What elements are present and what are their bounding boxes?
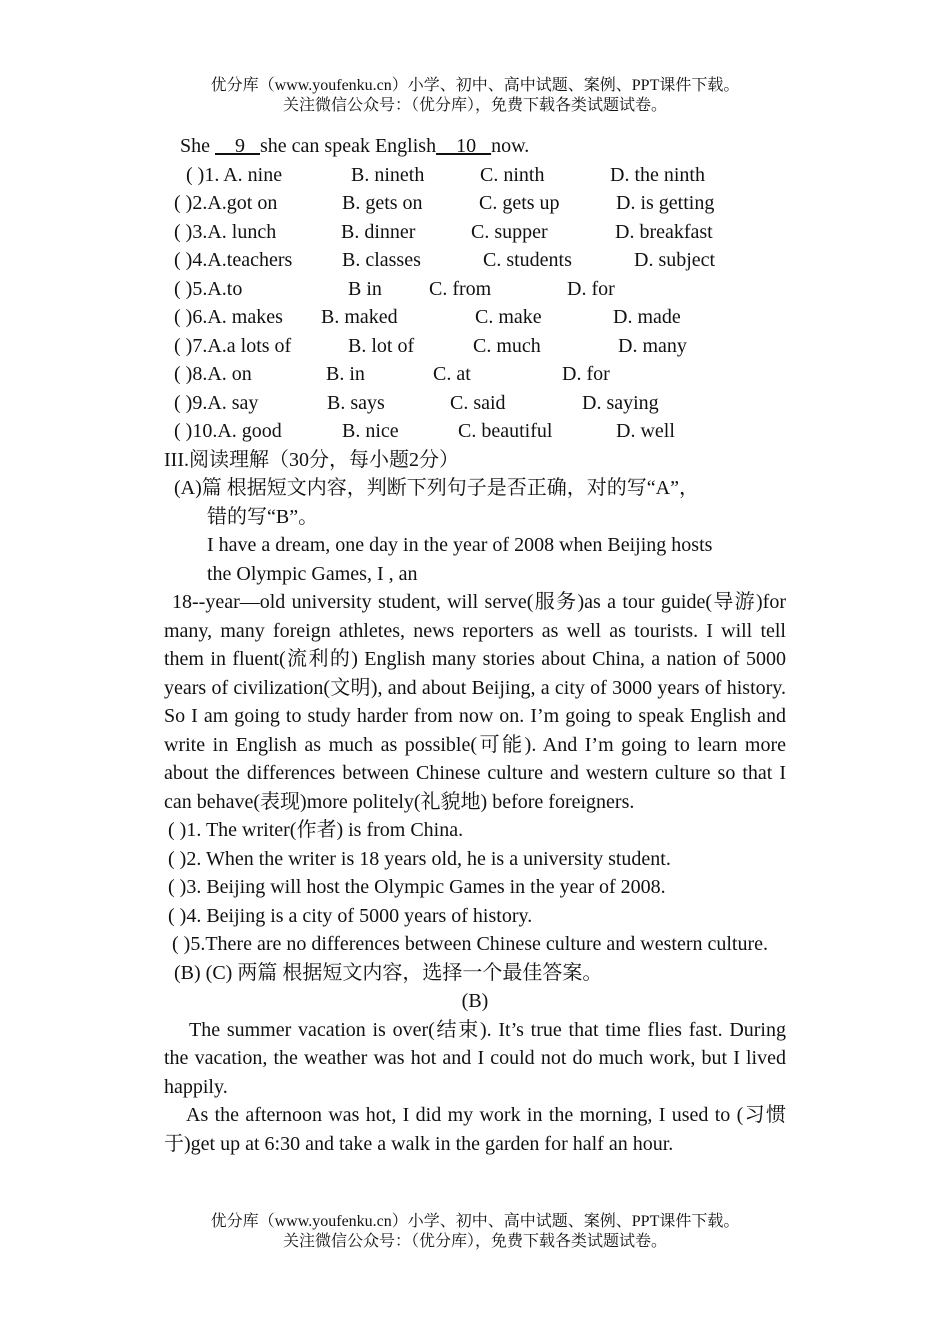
- option-d: D. made: [613, 306, 681, 328]
- cloze-question-2: [164, 189, 786, 218]
- passageA-opening: I have a dream, one day in the year of 2008 when Beijing hosts the Olympic Games, I , an: [207, 534, 713, 585]
- option-num: ( )1. A. nine: [186, 163, 283, 186]
- option-num: ( )3.A. lunch: [174, 220, 277, 243]
- option-d: D. for: [562, 363, 610, 385]
- option-d: D. is getting: [616, 192, 715, 214]
- passageA-body: 18--year—old university student, will serve(服务)as a tour guide(导游)for many, many foreign athletes, news reporters as well as tourists. I will tell them in fluent(流利的) English many stories about China, a nation of 5000 years of civilization(文明), and about Beijing, a city of 3000 years of history. So I am going to study harder from now on. I’m going to speak English and write in English as much as possible(可能). And I’m going to learn more about the differences between Chinese culture and western culture so that I can behave(表现)more politely(礼貌地) before foreigners.: [164, 591, 786, 813]
- cloze-question-6: [164, 303, 786, 332]
- passageB-paragraph-1: The summer vacation is over(结束). It’s true that time flies fast. During the vacation, the weather was hot and I could not do much work, but I lived happily.: [164, 1018, 786, 1098]
- cloze-question-3: [164, 218, 786, 247]
- option-num: ( )7.A.a lots of: [174, 334, 292, 357]
- header-line-1: 优分库（www.youfenku.cn）小学、初中、高中试题、案例、PPT课件下载。: [210, 77, 740, 94]
- option-d: D. well: [616, 420, 675, 442]
- option-b: B. maked: [321, 306, 398, 328]
- option-c: C. students: [483, 249, 572, 271]
- option-d: D. the ninth: [610, 163, 705, 186]
- option-b: B. says: [327, 391, 385, 414]
- option-c: C. at: [433, 363, 471, 385]
- page-footer: [0, 1212, 950, 1252]
- option-b: B in: [348, 277, 382, 300]
- cloze-question-10: [164, 417, 786, 446]
- option-num: ( )10.A. good: [174, 420, 282, 442]
- option-c: C. ninth: [480, 163, 545, 186]
- option-num: ( )6.A. makes: [174, 306, 283, 328]
- cloze-question-5: [164, 275, 786, 304]
- option-c: C. said: [450, 391, 506, 414]
- cloze-question-8: [164, 360, 786, 389]
- reading-section-title: III.阅读理解（30分，每小题2分）: [164, 448, 459, 471]
- option-c: C. much: [473, 334, 541, 357]
- option-num: ( )2.A.got on: [174, 192, 278, 214]
- option-c: C. gets up: [479, 192, 560, 214]
- header-line-2: 关注微信公众号：（优分库），免费下载各类试题试卷。: [282, 97, 667, 114]
- blank-9: 9: [215, 135, 260, 157]
- partA-intro: (A)篇 根据短文内容，判断下列句子是否正确，对的写“A”， 错的写“B”。: [174, 477, 699, 528]
- blank-10: 10: [436, 135, 492, 157]
- option-d: D. breakfast: [615, 220, 713, 243]
- option-num: ( )9.A. say: [174, 391, 259, 414]
- cloze-options: [164, 161, 786, 446]
- option-b: B. lot of: [348, 334, 415, 357]
- cloze-sentence: She 9 she can speak English 10 now.: [180, 135, 530, 157]
- tf-question-3: ( )3. Beijing will host the Olympic Games in the year of 2008.: [168, 876, 666, 898]
- option-c: C. supper: [471, 220, 548, 243]
- cloze-question-7: [164, 332, 786, 361]
- document-body: [164, 132, 786, 1158]
- option-b: B. dinner: [341, 220, 416, 243]
- cloze-question-4: [164, 246, 786, 275]
- option-d: D. subject: [634, 249, 716, 271]
- tf-question-1: ( )1. The writer(作者) is from China.: [168, 819, 464, 841]
- option-b: B. classes: [342, 249, 421, 271]
- option-c: C. from: [429, 277, 492, 300]
- partBC-intro: (B) (C) 两篇 根据短文内容，选择一个最佳答案。: [174, 961, 603, 984]
- partB-label: (B): [461, 990, 489, 1012]
- option-d: D. many: [618, 334, 687, 357]
- option-c: C. beautiful: [458, 420, 553, 442]
- option-b: B. in: [326, 363, 365, 385]
- option-d: D. saying: [582, 391, 659, 414]
- option-num: ( )8.A. on: [174, 363, 252, 385]
- option-b: B. gets on: [342, 192, 423, 214]
- tf-question-2: ( )2. When the writer is 18 years old, he is a university student.: [168, 847, 671, 870]
- option-num: ( )4.A.teachers: [174, 249, 293, 271]
- option-num: ( )5.A.to: [174, 277, 243, 300]
- page-header: [0, 76, 950, 116]
- true-false-questions: [164, 816, 786, 930]
- option-b: B. nice: [342, 420, 399, 442]
- footer-line-1: 优分库（www.youfenku.cn）小学、初中、高中试题、案例、PPT课件下载。: [210, 1213, 740, 1230]
- tf-question-5: ( )5.There are no differences between Chinese culture and western culture.: [172, 933, 769, 955]
- option-d: D. for: [567, 277, 615, 300]
- passageB-paragraph-2: As the afternoon was hot, I did my work in the morning, I used to (习惯于)get up at 6:30 and take a walk in the garden for half an hour.: [164, 1104, 786, 1155]
- footer-line-2: 关注微信公众号：（优分库），免费下载各类试题试卷。: [282, 1233, 667, 1250]
- tf-question-4: ( )4. Beijing is a city of 5000 years of history.: [168, 904, 533, 927]
- cloze-question-1: [164, 161, 786, 190]
- option-c: C. make: [475, 306, 542, 328]
- option-b: B. nineth: [351, 163, 425, 186]
- cloze-question-9: [164, 389, 786, 418]
